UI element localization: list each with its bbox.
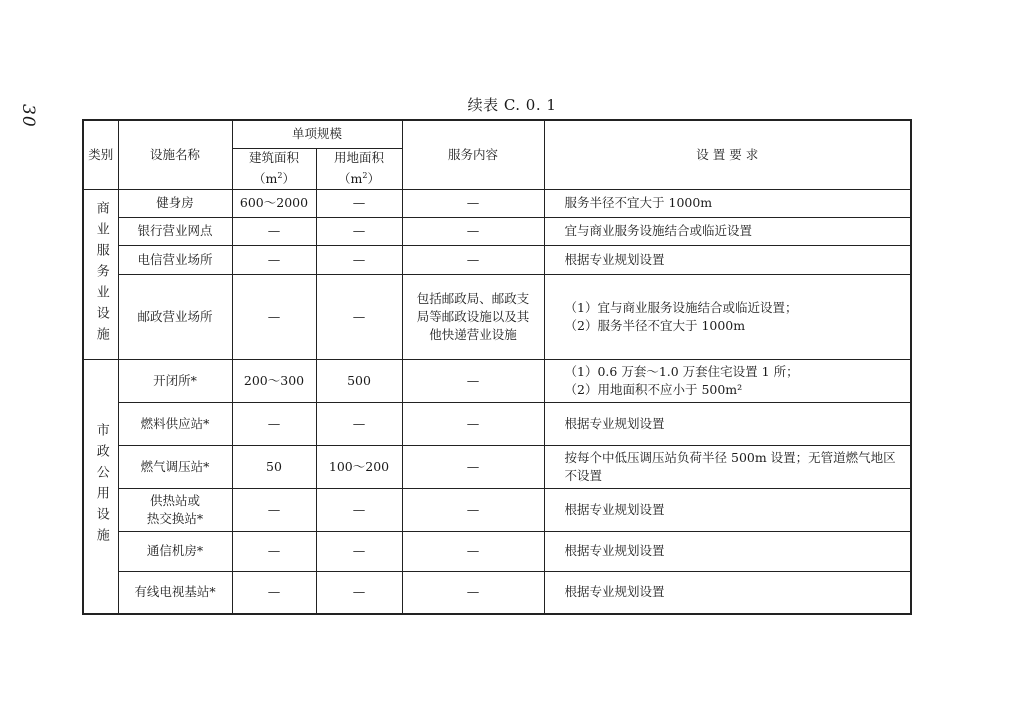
land-area-label: 用地面积 xyxy=(334,149,385,165)
requirement-value: 宜与商业服务设施结合或临近设置 xyxy=(544,217,911,245)
building-area-label: 建筑面积 xyxy=(248,149,299,165)
land-area-value: — xyxy=(316,488,402,531)
requirement-line: （2）服务半径不宜大于 1000m xyxy=(564,317,746,333)
table-row xyxy=(83,359,911,402)
service-value: — xyxy=(402,359,544,402)
table-row xyxy=(83,531,911,571)
table-row xyxy=(83,189,911,217)
unit-text: （m xyxy=(253,171,278,187)
building-area-unit xyxy=(237,167,312,188)
facility-name: 通信机房* xyxy=(118,531,232,571)
service-value: — xyxy=(402,245,544,274)
requirement-value: 按每个中低压调压站负荷半径 500m 设置；无管道燃气地区不设置 xyxy=(544,445,911,488)
requirement-value: 根据专业规划设置 xyxy=(544,402,911,445)
category-cell xyxy=(83,189,118,359)
table-row xyxy=(83,245,911,274)
header-building-area xyxy=(232,148,316,189)
facility-name xyxy=(118,488,232,531)
header-row-1 xyxy=(83,120,911,148)
table-row xyxy=(83,402,911,445)
building-area-value: 200～300 xyxy=(232,359,316,402)
facility-name-line: 供热站或 xyxy=(149,492,200,508)
requirement-line: （1）宜与商业服务设施结合或临近设置； xyxy=(564,299,798,315)
table-row xyxy=(83,274,911,359)
land-area-value: — xyxy=(316,531,402,571)
building-area-value: 600～2000 xyxy=(232,189,316,217)
requirement-value: 根据专业规划设置 xyxy=(544,531,911,571)
land-area-value: 500 xyxy=(316,359,402,402)
land-area-value: — xyxy=(316,571,402,614)
land-area-value: — xyxy=(316,274,402,359)
land-area-value: — xyxy=(316,217,402,245)
header-land-area xyxy=(316,148,402,189)
unit-sup: 2 xyxy=(277,170,283,180)
unit-end: ） xyxy=(282,171,295,187)
requirement-line: （2）用地面积不应小于 500m² xyxy=(564,381,743,397)
facility-spec-table xyxy=(82,119,912,615)
facility-name: 有线电视基站* xyxy=(118,571,232,614)
land-area-value: — xyxy=(316,245,402,274)
category-label: 商业服务业设施 xyxy=(93,200,109,348)
table-row xyxy=(83,217,911,245)
header-facility-name: 设施名称 xyxy=(118,120,232,189)
building-area-value: — xyxy=(232,274,316,359)
land-area-value: — xyxy=(316,189,402,217)
facility-name: 电信营业场所 xyxy=(118,245,232,274)
header-service: 服务内容 xyxy=(402,120,544,189)
building-area-value: — xyxy=(232,217,316,245)
service-value: — xyxy=(402,189,544,217)
page-number: 30 xyxy=(18,104,38,128)
header-scale-group: 单项规模 xyxy=(232,120,402,148)
building-area-value: — xyxy=(232,245,316,274)
building-area-value: — xyxy=(232,488,316,531)
category-cell xyxy=(83,359,118,614)
service-value: — xyxy=(402,445,544,488)
service-value: — xyxy=(402,488,544,531)
land-area-unit xyxy=(321,167,398,188)
header-requirement: 设 置 要 求 xyxy=(544,120,911,189)
building-area-value: — xyxy=(232,402,316,445)
requirement-value: 服务半径不宜大于 1000m xyxy=(544,189,911,217)
requirement-value: 根据专业规划设置 xyxy=(544,571,911,614)
service-value: — xyxy=(402,571,544,614)
table-row xyxy=(83,571,911,614)
unit-end: ） xyxy=(367,171,380,187)
requirement-value: 根据专业规划设置 xyxy=(544,245,911,274)
facility-name: 燃料供应站* xyxy=(118,402,232,445)
facility-name: 邮政营业场所 xyxy=(118,274,232,359)
unit-sup: 2 xyxy=(362,170,368,180)
requirement-value: 根据专业规划设置 xyxy=(544,488,911,531)
header-category: 类别 xyxy=(83,120,118,189)
facility-name: 燃气调压站* xyxy=(118,445,232,488)
land-area-value: 100～200 xyxy=(316,445,402,488)
land-area-value: — xyxy=(316,402,402,445)
facility-name: 开闭所* xyxy=(118,359,232,402)
requirement-line: （1）0.6 万套～1.0 万套住宅设置 1 所； xyxy=(564,363,799,379)
building-area-value: — xyxy=(232,531,316,571)
service-value: — xyxy=(402,402,544,445)
service-value: 包括邮政局、邮政支局等邮政设施以及其他快递营业设施 xyxy=(402,274,544,359)
category-label: 市政公用设施 xyxy=(93,423,109,550)
service-value: — xyxy=(402,217,544,245)
facility-name: 银行营业网点 xyxy=(118,217,232,245)
building-area-value: 50 xyxy=(232,445,316,488)
table-row xyxy=(83,445,911,488)
requirement-value xyxy=(544,274,911,359)
facility-name-line: 热交换站* xyxy=(146,510,204,526)
table-caption: 续表 C. 0. 1 xyxy=(467,96,557,114)
requirement-value xyxy=(544,359,911,402)
table-row xyxy=(83,488,911,531)
service-value: — xyxy=(402,531,544,571)
unit-text: （m xyxy=(338,171,363,187)
building-area-value: — xyxy=(232,571,316,614)
facility-name: 健身房 xyxy=(118,189,232,217)
